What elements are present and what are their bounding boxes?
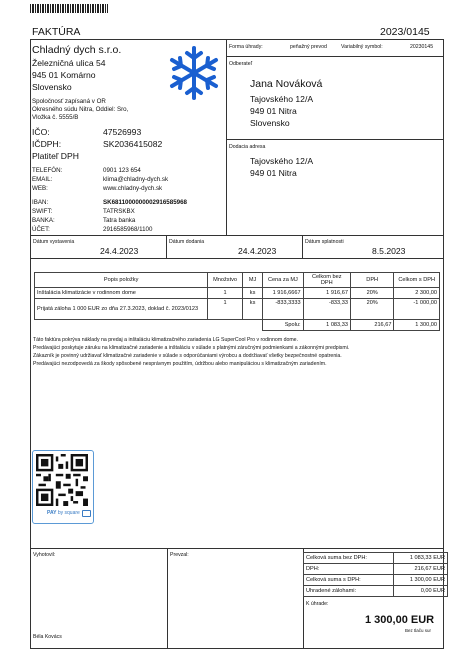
delivery-date: 24.4.2023 [238, 246, 277, 256]
item-unit-price: 1 916,6667 [263, 288, 303, 299]
column-header: Množstvo [208, 273, 243, 288]
item-vat: 20% [350, 299, 394, 320]
email-value: klima@chladny-dych.sk [103, 176, 169, 183]
total-label: Spolu: [263, 320, 303, 331]
payment-form-value: peňažný prevod [290, 44, 327, 50]
delivery-city: 949 01 Nitra [250, 168, 297, 178]
delivery-date-label: Dátum dodania [169, 239, 205, 245]
column-header: Popis položky [35, 273, 208, 288]
note-line: Predávajúci nezodpovedá za škody spôsobené nesprávnym použitím, údržbou alebo manipuláciou s klimatizačným zariadením. [33, 361, 327, 367]
column-header: MJ [242, 273, 262, 288]
summary-row: Celková suma bez DPH: 1 083,33 EUR [304, 553, 448, 564]
column-header: Cena za MJ [263, 273, 303, 288]
summary-row: DPH: 216,67 EUR [304, 564, 448, 575]
email-label: EMAIL: [32, 176, 53, 183]
item-unit: ks [242, 288, 262, 299]
bank-label: BANKA: [32, 217, 55, 224]
to-pay-amount: 1 300,00 EUR [365, 614, 435, 626]
delivery-label: Dodacia adresa [229, 144, 266, 150]
supplier-city: 945 01 Komárno [32, 70, 96, 80]
item-quantity: 1 [208, 299, 243, 320]
delivery-street: Tajovského 12/A [250, 156, 314, 166]
account-value: 2916585968/1100 [103, 226, 153, 233]
item-net: 1 916,67 [303, 288, 350, 299]
vat-status: Platiteľ DPH [32, 151, 79, 161]
issued-by-name: Béla Kovács [33, 634, 62, 640]
received-label: Prevzal: [170, 552, 189, 558]
table-row [35, 288, 440, 299]
qr-code-icon [36, 454, 88, 506]
item-unit: ks [242, 299, 262, 320]
summary-row: Uhradené zálohami: 0,00 EUR [304, 586, 448, 597]
supplier-name: Chladný dych s.r.o. [32, 44, 122, 56]
icdph-label: IČDPH: [32, 139, 62, 149]
rounding-note: Bez tlaču sur [405, 628, 432, 633]
account-label: ÚČET: [32, 226, 50, 233]
vs-value: 20230145 [410, 44, 434, 50]
swift-value: TATRSKBX [103, 208, 135, 215]
customer-city: 949 01 Nitra [250, 106, 297, 116]
snowflake-logo [168, 44, 220, 102]
summary-table [303, 552, 448, 597]
supplier-country: Slovensko [32, 82, 72, 92]
note-line: Predávajúci poskytuje záruku na klimatizačné zariadenie a inštaláciu v súlade s platnými záručnými podmienkami a zákonnými predpismi. [33, 345, 350, 351]
due-date-label: Dátum splatnosti [305, 239, 344, 245]
ico-label: IČO: [32, 127, 50, 137]
due-date: 8.5.2023 [372, 246, 406, 256]
issued-by-label: Vyhotovil: [33, 552, 56, 558]
payment-form-label: Forma úhrady: [229, 44, 263, 50]
invoice-number: 2023/0145 [380, 26, 430, 38]
barcode [30, 4, 108, 13]
total-net: 1 083,33 [303, 320, 350, 331]
customer-country: Slovensko [250, 118, 290, 128]
total-gross: 1 300,00 [394, 320, 440, 331]
supplier-street: Železničná ulica 54 [32, 58, 106, 68]
summary-row: Celková suma s DPH: 1 300,00 EUR [304, 575, 448, 586]
phone-label: TELEFÓN: [32, 167, 63, 174]
item-description: Inštalácia klimatizácie v rodinnom dome [35, 288, 208, 299]
table-total-row [35, 320, 440, 331]
iban-label: IBAN: [32, 199, 49, 206]
item-gross: -1 000,00 [394, 299, 440, 320]
ico-value: 47526993 [103, 127, 142, 137]
issue-date-label: Dátum vystavenia [33, 239, 75, 245]
bank-value: Tatra banka [103, 217, 136, 224]
note-line: Zákazník je povinný udržiavať klimatizačné zariadenie v súlade s odporúčaniami výrobcu a dodržiavať všetky bezpečnostné opatrenia. [33, 353, 342, 359]
customer-label: Odberateľ [229, 61, 253, 67]
item-quantity: 1 [208, 288, 243, 299]
customer-street: Tajovského 12/A [250, 94, 314, 104]
vs-label: Variabilný symbol: [341, 44, 383, 50]
item-gross: 2 300,00 [394, 288, 440, 299]
pay-by-square-caption: PAY by square [47, 510, 80, 516]
icdph-value: SK2036415082 [103, 139, 163, 149]
items-table [34, 272, 440, 331]
item-vat: 20% [350, 288, 394, 299]
note-line: Táto faktúra pokrýva náklady na predaj a inštaláciu klimatizačného zariadenia LG SuperCool Pro v rodinnom dome. [33, 337, 298, 343]
table-row [35, 299, 440, 320]
to-pay-label: K úhrade: [306, 601, 329, 607]
phone-value: 0901 123 654 [103, 167, 141, 174]
invoice-title: FAKTÚRA [32, 26, 81, 38]
registration-line: Vložka č. 5555/B [32, 114, 79, 121]
column-header: Celkom s DPH [394, 273, 440, 288]
iban-value: SK6811000000002916585968 [103, 199, 187, 206]
column-header: Celkom bez DPH [303, 273, 350, 288]
web-label: WEB: [32, 185, 48, 192]
total-vat: 216,67 [350, 320, 394, 331]
registration-line: Okresného súdu Nitra, Oddiel: Sro, [32, 106, 129, 113]
column-header: DPH [350, 273, 394, 288]
customer-name: Jana Nováková [250, 78, 323, 90]
item-unit-price: -833,3333 [263, 299, 303, 320]
issue-date: 24.4.2023 [100, 246, 139, 256]
item-description: Prijatá záloha 1 000 EUR zo dňa 27.3.2023, doklad č. 2023/0123 [35, 299, 208, 320]
pay-card-icon [82, 510, 91, 517]
table-header-row [35, 273, 440, 288]
registration-line: Spoločnosť zapísaná v OR [32, 98, 106, 105]
item-net: -833,33 [303, 299, 350, 320]
web-value: www.chladny-dych.sk [103, 185, 163, 192]
swift-label: SWIFT: [32, 208, 53, 215]
